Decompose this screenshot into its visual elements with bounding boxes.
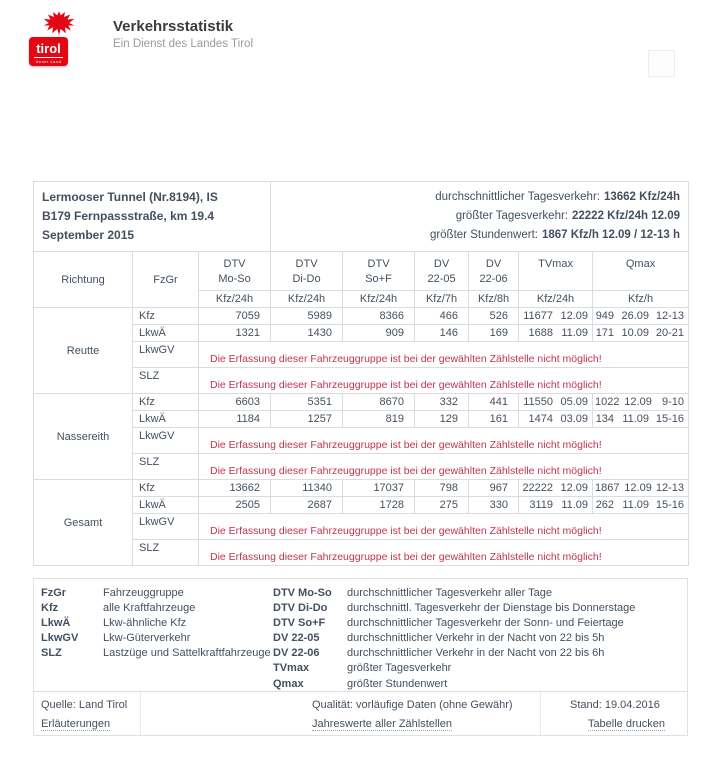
cell-value: 17037 (343, 480, 415, 497)
page-subtitle: Ein Dienst des Landes Tirol (113, 38, 253, 50)
cell-tvmax: 11550 05.09 (519, 394, 593, 411)
header-qmax: Qmax (593, 252, 689, 291)
cell-value: 146 (415, 325, 469, 342)
stand-text: Stand: 19.04.2016 (570, 699, 660, 711)
not-possible-message: Die Erfassung dieser Fahrzeuggruppe ist bei der gewählten Zählstelle nicht möglich! (199, 428, 689, 454)
page-title: Verkehrsstatistik (113, 18, 234, 35)
table-row-unavailable (34, 428, 689, 454)
legend-item: DTV So+F durchschnittlicher Tagesverkehr der Sonn- und Feiertage (273, 617, 624, 630)
cell-value: 1257 (271, 411, 343, 428)
cell-value: 7059 (199, 308, 271, 325)
direction-label: Reutte (34, 308, 133, 394)
fzgr-label: Kfz (133, 480, 199, 497)
not-possible-message: Die Erfassung dieser Fahrzeuggruppe ist bei der gewählten Zählstelle nicht möglich! (199, 368, 689, 394)
cell-value: 332 (415, 394, 469, 411)
cell-value: 526 (469, 308, 519, 325)
summary-line: größter Stundenwert: 1867 Kfz/h 12.09 / 12-13 h (429, 229, 681, 241)
footer-stand-cell (541, 692, 687, 735)
cell-value: 1728 (343, 497, 415, 514)
quality-text: Qualität: vorläufige Daten (ohne Gewähr) (312, 699, 513, 711)
cell-value: 1430 (271, 325, 343, 342)
fzgr-label: SLZ (133, 454, 199, 480)
cell-value: 2505 (199, 497, 271, 514)
station-info-row (34, 182, 689, 252)
unit-dtv-moso: Kfz/24h (199, 291, 271, 308)
fzgr-label: Kfz (133, 308, 199, 325)
header-dv-2206: DV 22-06 (469, 252, 519, 291)
legend-item: DV 22-06 durchschnittlicher Verkehr in der Nacht von 22 bis 6h (273, 647, 605, 660)
station-period: September 2015 (42, 228, 135, 242)
fzgr-label: SLZ (133, 540, 199, 566)
table-row (34, 480, 689, 497)
legend-footer-box (33, 578, 688, 736)
empty-placeholder-box (648, 50, 675, 77)
cell-value: 441 (469, 394, 519, 411)
brand-header (29, 8, 253, 64)
cell-value: 275 (415, 497, 469, 514)
legend (34, 579, 687, 691)
tirol-logo (29, 8, 87, 64)
print-table-button[interactable]: Tabelle drucken (587, 718, 665, 730)
footer (34, 691, 687, 735)
station-road: B179 Fernpassstraße, km 19.4 (42, 209, 215, 223)
cell-value: 11340 (271, 480, 343, 497)
header-dtv-moso: DTV Mo-So (199, 252, 271, 291)
cell-value: 6603 (199, 394, 271, 411)
source-text: Quelle: Land Tirol (41, 699, 128, 711)
unit-tvmax: Kfz/24h (519, 291, 593, 308)
summary-line: durchschnittlicher Tagesverkehr: 13662 Kfz/24h (435, 191, 681, 203)
cell-value: 798 (415, 480, 469, 497)
unit-qmax: Kfz/h (593, 291, 689, 308)
cell-value: 819 (343, 411, 415, 428)
legend-item: SLZ Lastzüge und Sattelkraftfahrzeuge (41, 647, 271, 660)
column-header-row (34, 252, 689, 291)
cell-tvmax: 22222 12.09 (519, 480, 593, 497)
cell-value: 5989 (271, 308, 343, 325)
direction-label: Gesamt (34, 480, 133, 566)
cell-value: 169 (469, 325, 519, 342)
header-dtv-sof: DTV So+F (343, 252, 415, 291)
brand-text (113, 8, 253, 64)
unit-dv-2205: Kfz/7h (415, 291, 469, 308)
header-richtung: Richtung (34, 252, 133, 308)
not-possible-message: Die Erfassung dieser Fahrzeuggruppe ist bei der gewählten Zählstelle nicht möglich! (199, 342, 689, 368)
direction-label: Nassereith (34, 394, 133, 480)
legend-item: Kfz alle Kraftfahrzeuge (41, 602, 196, 615)
legend-item: DTV Mo-So durchschnittlicher Tagesverkehr aller Tage (273, 587, 553, 599)
logo-text: tirol (36, 41, 61, 56)
cell-value: 466 (415, 308, 469, 325)
cell-qmax: 949 26.09 12-13 (593, 308, 689, 325)
legend-item: Qmax größter Stundenwert (273, 677, 448, 690)
not-possible-message: Die Erfassung dieser Fahrzeuggruppe ist bei der gewählten Zählstelle nicht möglich! (199, 514, 689, 540)
fzgr-label: LkwGV (133, 342, 199, 368)
header-dtv-dido: DTV Di-Do (271, 252, 343, 291)
fzgr-label: LkwGV (133, 514, 199, 540)
cell-value: 330 (469, 497, 519, 514)
summary-stats (271, 182, 689, 252)
fzgr-label: LkwÄ (133, 497, 199, 514)
unit-dtv-dido: Kfz/24h (271, 291, 343, 308)
cell-value: 161 (469, 411, 519, 428)
table-row-unavailable (34, 540, 689, 566)
cell-tvmax: 1474 03.09 (519, 411, 593, 428)
table-row (34, 308, 689, 325)
table-row (34, 497, 689, 514)
cell-qmax: 262 11.09 15-16 (593, 497, 689, 514)
not-possible-message: Die Erfassung dieser Fahrzeuggruppe ist bei der gewählten Zählstelle nicht möglich! (199, 540, 689, 566)
fzgr-label: LkwÄ (133, 411, 199, 428)
table-row (34, 325, 689, 342)
cell-qmax: 134 11.09 15-16 (593, 411, 689, 428)
legend-item: LkwÄ Lkw-ähnliche Kfz (41, 617, 187, 630)
legend-item: DTV Di-Do durchschnittl. Tagesverkehr der Dienstage bis Donnerstage (273, 602, 636, 615)
cell-value: 1184 (199, 411, 271, 428)
summary-line: größter Tagesverkehr: 22222 Kfz/24h 12.09 (455, 210, 681, 222)
cell-tvmax: 11677 12.09 (519, 308, 593, 325)
logo-subtext: Unser Land (35, 59, 62, 64)
cell-qmax: 171 10.09 20-21 (593, 325, 689, 342)
not-possible-message: Die Erfassung dieser Fahrzeuggruppe ist bei der gewählten Zählstelle nicht möglich! (199, 454, 689, 480)
table-row-unavailable (34, 454, 689, 480)
legend-item: FzGr Fahrzeuggruppe (41, 587, 184, 599)
table-row (34, 394, 689, 411)
cell-qmax: 1022 12.09 9-10 (593, 394, 689, 411)
table-row-unavailable (34, 342, 689, 368)
table-row (34, 411, 689, 428)
yearly-values-link[interactable]: Jahreswerte aller Zählstellen (312, 718, 453, 730)
footer-quality-cell (141, 692, 541, 735)
fzgr-label: SLZ (133, 368, 199, 394)
station-name: Lermooser Tunnel (Nr.8194), IS (42, 190, 218, 204)
table-row-unavailable (34, 514, 689, 540)
legend-item: LkwGV Lkw-Güterverkehr (41, 632, 191, 645)
header-dv-2205: DV 22-05 (415, 252, 469, 291)
legend-vehicle-groups (41, 586, 273, 685)
cell-tvmax: 3119 11.09 (519, 497, 593, 514)
traffic-statistics-table (33, 181, 689, 566)
fzgr-label: LkwGV (133, 428, 199, 454)
cell-value: 8670 (343, 394, 415, 411)
legend-item: DV 22-05 durchschnittlicher Verkehr in der Nacht von 22 bis 5h (273, 632, 605, 645)
cell-value: 909 (343, 325, 415, 342)
fzgr-label: Kfz (133, 394, 199, 411)
fzgr-label: LkwÄ (133, 325, 199, 342)
tirol-eagle-icon (42, 10, 76, 36)
explanations-link[interactable]: Erläuterungen (41, 718, 111, 730)
unit-dv-2206: Kfz/8h (469, 291, 519, 308)
cell-value: 5351 (271, 394, 343, 411)
table-row-unavailable (34, 368, 689, 394)
footer-source-cell (34, 692, 141, 735)
legend-metrics (273, 586, 687, 690)
header-tvmax: TVmax (519, 252, 593, 291)
header-fzgr: FzGr (133, 252, 199, 308)
cell-value: 13662 (199, 480, 271, 497)
legend-item: TVmax größter Tagesverkehr (273, 662, 452, 675)
tirol-logo-box (29, 37, 68, 66)
unit-dtv-sof: Kfz/24h (343, 291, 415, 308)
cell-value: 129 (415, 411, 469, 428)
cell-value: 2687 (271, 497, 343, 514)
station-info (34, 182, 271, 252)
cell-value: 1321 (199, 325, 271, 342)
cell-tvmax: 1688 11.09 (519, 325, 593, 342)
cell-qmax: 1867 12.09 12-13 (593, 480, 689, 497)
cell-value: 967 (469, 480, 519, 497)
cell-value: 8366 (343, 308, 415, 325)
